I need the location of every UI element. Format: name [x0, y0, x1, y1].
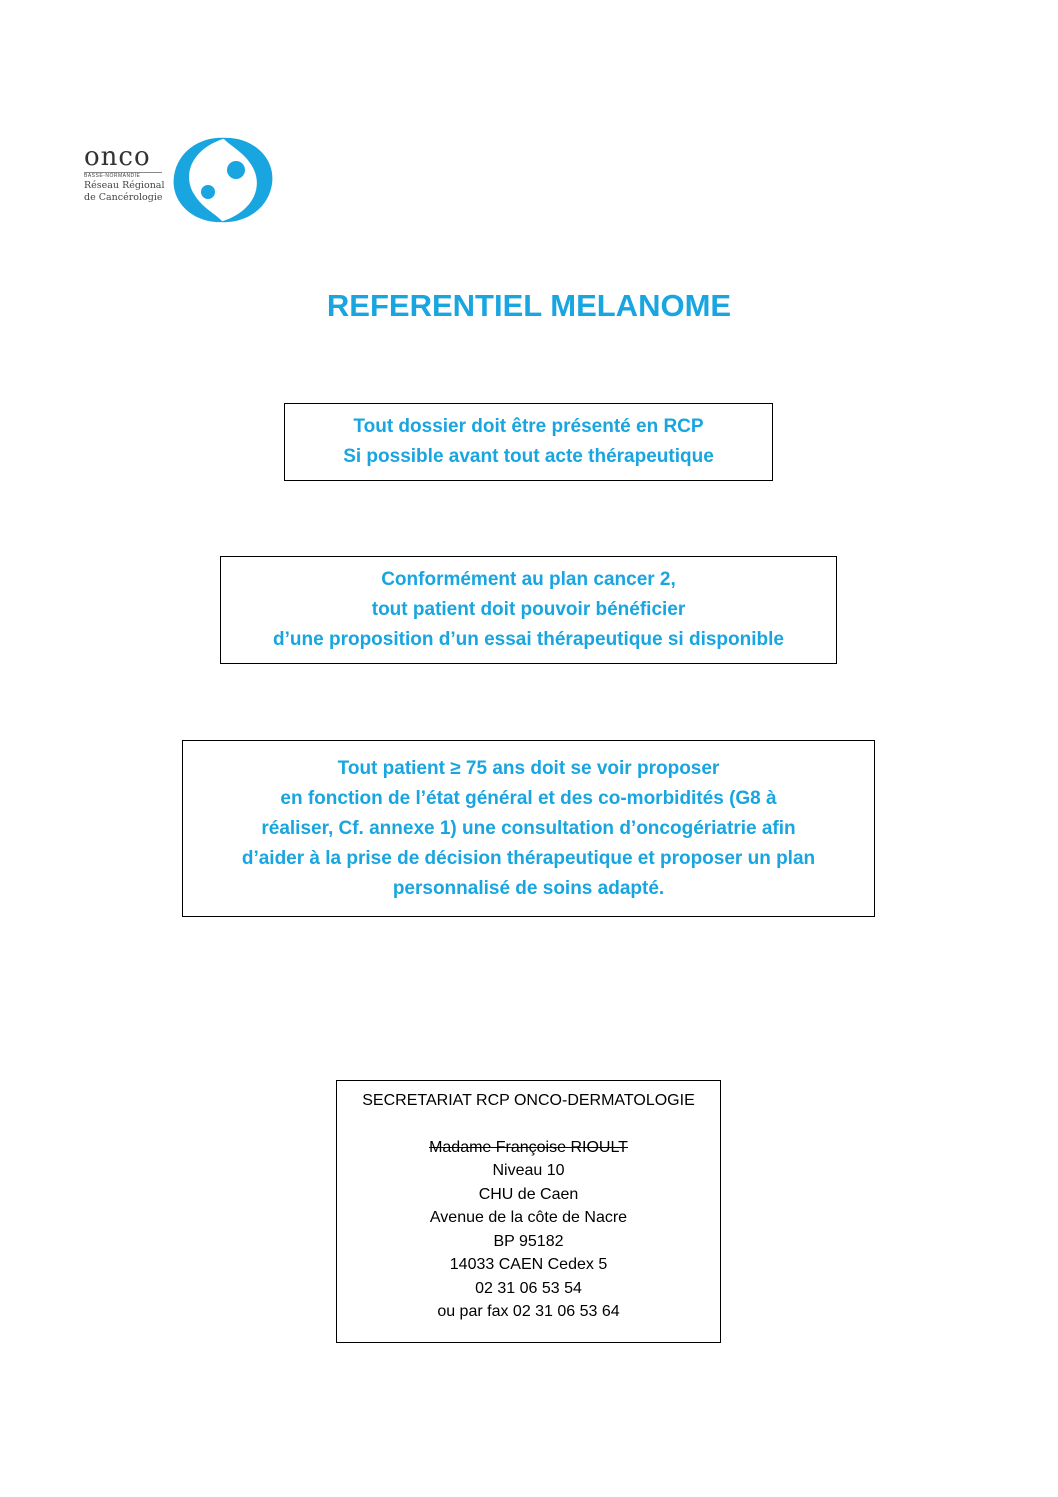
page-title: REFERENTIEL MELANOME	[326, 288, 732, 323]
secretariat-hospital: CHU de Caen	[478, 1185, 579, 1203]
logo-swirl-icon	[168, 134, 278, 226]
cancer-plan-line-3: d’une proposition d’un essai thérapeutique si disponible	[273, 629, 784, 650]
logo-line-2: de Cancérologie	[84, 192, 163, 203]
secretariat-street: Avenue de la côte de Nacre	[429, 1209, 628, 1226]
onco-logo	[84, 134, 284, 226]
spacer	[337, 1113, 720, 1136]
oncogeriatrics-line-4: d’aider à la prise de décision thérapeutique et proposer un plan	[241, 847, 816, 869]
secretariat-name-struck: Madame Françoise RIOULT	[429, 1138, 628, 1156]
oncogeriatrics-line-2: en fonction de l’état général et des co-morbidités (G8 à	[280, 787, 777, 809]
secretariat-contact-box	[336, 1080, 721, 1343]
rcp-notice-line-1: Tout dossier doit être présenté en RCP	[353, 416, 704, 437]
secretariat-fax: ou par fax 02 31 06 53 64	[437, 1303, 620, 1320]
rcp-notice-line-2: Si possible avant tout acte thérapeutique	[343, 446, 714, 467]
logo-text-block	[84, 144, 165, 204]
cancer-plan-box	[220, 556, 837, 664]
logo-tagline: BASSE-NORMANDIE	[84, 172, 162, 180]
secretariat-city: 14033 CAEN Cedex 5	[449, 1256, 608, 1273]
secretariat-bp: BP 95182	[493, 1232, 564, 1250]
oncogeriatrics-line-1: Tout patient ≥ 75 ans doit se voir proposer	[337, 757, 720, 779]
secretariat-phone: 02 31 06 53 54	[475, 1279, 582, 1297]
cancer-plan-line-2: tout patient doit pouvoir bénéficier	[371, 599, 686, 620]
secretariat-level: Niveau 10	[492, 1162, 565, 1179]
oncogeriatrics-line-3: réaliser, Cf. annexe 1) une consultation d’oncogériatrie afin	[261, 817, 796, 839]
rcp-notice-box	[284, 403, 773, 481]
secretariat-heading: SECRETARIAT RCP ONCO-DERMATOLOGIE	[362, 1092, 695, 1109]
cancer-plan-line-1: Conformément au plan cancer 2,	[381, 569, 676, 590]
logo-name: onco	[84, 142, 151, 172]
oncogeriatrics-box	[182, 740, 875, 917]
logo-line-1: Réseau Régional	[84, 180, 165, 191]
oncogeriatrics-line-5: personnalisé de soins adapté.	[392, 877, 665, 899]
